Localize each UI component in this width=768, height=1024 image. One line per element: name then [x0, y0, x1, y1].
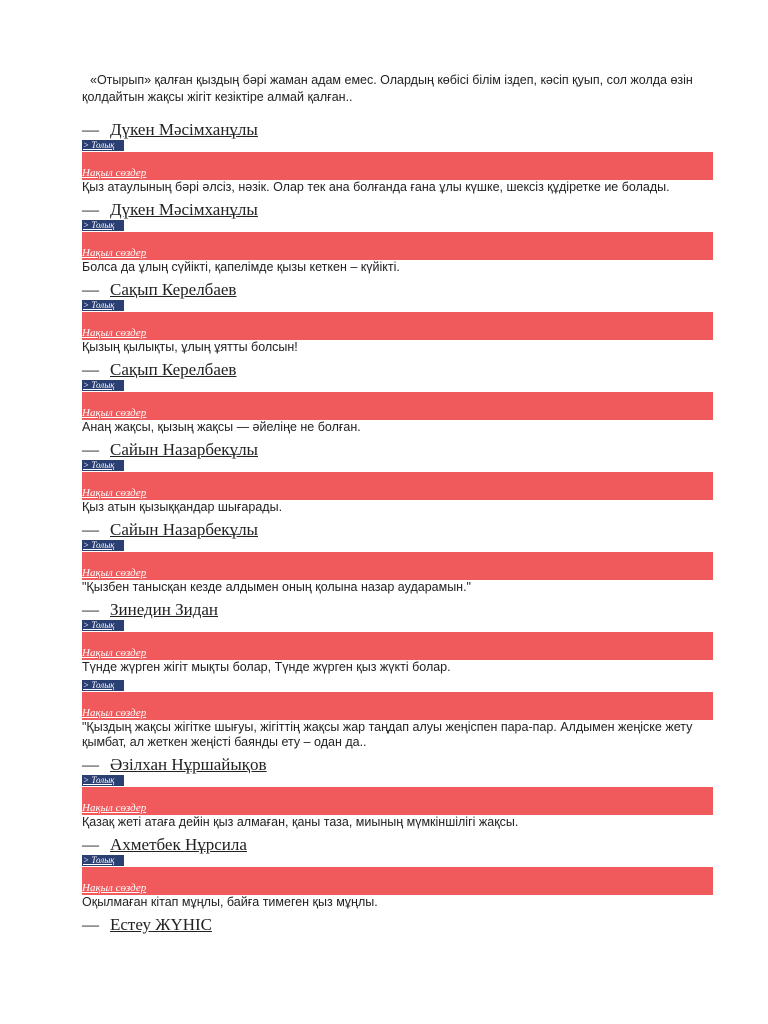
quote-text: Болса да ұлың сүйікті, қапелімде қызы кеткен – күйікті. [82, 260, 400, 274]
dash: — [82, 120, 99, 139]
more-link[interactable]: > Толық [82, 775, 124, 786]
author-heading [82, 755, 713, 775]
category-band [82, 312, 713, 340]
more-row [82, 380, 713, 392]
dash: — [82, 440, 99, 459]
author-link[interactable]: Естеу ЖҮНІС [110, 915, 213, 934]
category-link[interactable]: Нақыл сөздер [82, 407, 147, 419]
author-link[interactable]: Ахметбек Нұрсила [110, 835, 247, 854]
quote-text: Анаң жақсы, қызың жақсы — әйеліңе не болған. [82, 420, 361, 434]
quote-text: Қазақ жеті атаға дейін қыз алмаған, қаны таза, миының мүмкіншілігі жақсы. [82, 815, 519, 829]
author-heading [82, 915, 713, 935]
author-link[interactable]: Дүкен Мәсімханұлы [110, 200, 258, 219]
more-link[interactable]: > Толық [82, 220, 124, 231]
more-link[interactable]: > Толық [82, 300, 124, 311]
quote-text: Қызың қылықты, ұлың ұятты болсын! [82, 340, 298, 354]
dash: — [82, 280, 99, 299]
author-link[interactable]: Дүкен Мәсімханұлы [110, 120, 258, 139]
more-link[interactable]: > Толық [82, 855, 124, 866]
category-band [82, 787, 713, 815]
quote-text: Қыз атаулының бәрі әлсіз, нәзік. Олар тек ана болғанда ғана ұлы күшке, шексіз құдіретке ие болады. [82, 180, 670, 194]
more-link[interactable]: > Толық [82, 620, 124, 631]
quote-text: Қыз атын қызыққандар шығарады. [82, 500, 283, 514]
author-link[interactable]: Сақып Керелбаев [110, 280, 237, 299]
dash: — [82, 200, 99, 219]
category-link[interactable]: Нақыл сөздер [82, 647, 147, 659]
more-link[interactable]: > Толық [82, 460, 124, 471]
more-row [82, 460, 713, 472]
dash: — [82, 360, 99, 379]
more-row [82, 620, 713, 632]
author-heading [82, 360, 713, 380]
more-row [82, 300, 713, 312]
category-band [82, 867, 713, 895]
category-link[interactable]: Нақыл сөздер [82, 882, 147, 894]
more-link[interactable]: > Толық [82, 540, 124, 551]
more-link[interactable]: > Толық [82, 140, 124, 151]
dash: — [82, 915, 99, 934]
quote-text: "Қыздың жақсы жігітке шығуы, жігіттің жақсы жар таңдап алуы жеңіспен пара-пар. Алдымен жеңіске жету қымбат, ал жеткен жеңісті баянды ету – одан да.. [82, 720, 693, 749]
quote-text: Түнде жүрген жігіт мықты болар, Түнде жүрген қыз жүкті болар. [82, 660, 451, 674]
author-heading [82, 440, 713, 460]
category-band [82, 552, 713, 580]
more-row [82, 140, 713, 152]
more-row [82, 775, 713, 787]
author-heading [82, 120, 713, 140]
author-heading [82, 200, 713, 220]
author-heading [82, 835, 713, 855]
more-row [82, 220, 713, 232]
category-link[interactable]: Нақыл сөздер [82, 247, 147, 259]
author-heading [82, 600, 713, 620]
category-link[interactable]: Нақыл сөздер [82, 167, 147, 179]
author-link[interactable]: Әзілхан Нұршайықов [110, 755, 267, 774]
author-link[interactable]: Сайын Назарбекұлы [110, 520, 258, 539]
category-link[interactable]: Нақыл сөздер [82, 802, 147, 814]
author-link[interactable]: Сақып Керелбаев [110, 360, 237, 379]
category-band [82, 472, 713, 500]
dash: — [82, 755, 99, 774]
more-link[interactable]: > Толық [82, 380, 124, 391]
quote-text: Оқылмаған кітап мұңлы, байға тимеген қыз мұңлы. [82, 895, 378, 909]
category-band [82, 392, 713, 420]
author-heading [82, 520, 713, 540]
category-band [82, 152, 713, 180]
more-row [82, 680, 713, 692]
category-link[interactable]: Нақыл сөздер [82, 327, 147, 339]
dash: — [82, 600, 99, 619]
more-row [82, 855, 713, 867]
category-link[interactable]: Нақыл сөздер [82, 707, 147, 719]
dash: — [82, 520, 99, 539]
author-link[interactable]: Сайын Назарбекұлы [110, 440, 258, 459]
category-band [82, 632, 713, 660]
author-heading [82, 280, 713, 300]
category-band [82, 232, 713, 260]
intro-text: «Отырып» қалған қыздың бәрі жаман адам емес. Олардың көбісі білім іздеп, кәсіп қуып, сол жолда өзін қолдайтын жақсы жігіт кезіктіре алмай қалған.. [82, 73, 693, 104]
quote-list [82, 120, 713, 935]
more-row [82, 540, 713, 552]
author-link[interactable]: Зинедин Зидан [110, 600, 219, 619]
category-band [82, 692, 713, 720]
dash: — [82, 835, 99, 854]
category-link[interactable]: Нақыл сөздер [82, 487, 147, 499]
more-link[interactable]: > Толық [82, 680, 124, 691]
category-link[interactable]: Нақыл сөздер [82, 567, 147, 579]
quote-text: "Қызбен танысқан кезде алдымен оның қолына назар аударамын." [82, 580, 471, 594]
